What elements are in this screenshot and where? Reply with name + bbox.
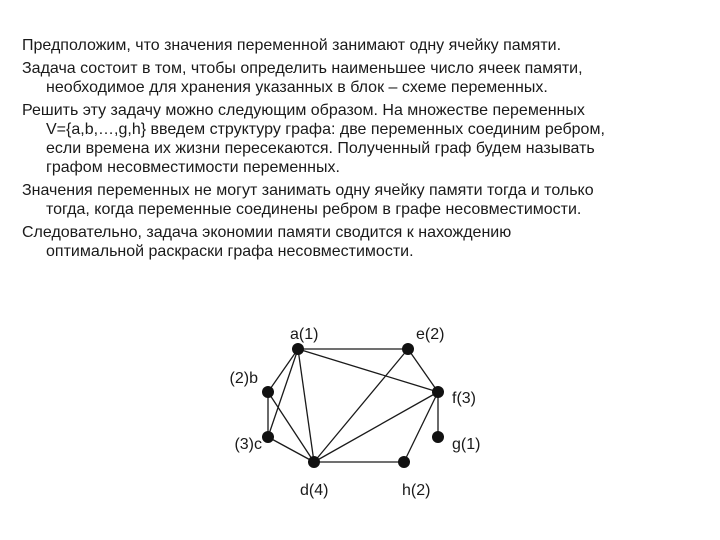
text-line: графом несовместимости переменных.: [46, 159, 340, 176]
text-line: тогда, когда переменные соединены ребром в графе несовместимости.: [46, 201, 582, 218]
graph-edge-a-d: [298, 349, 314, 462]
text-line: оптимальной раскраски графа несовместимости.: [46, 243, 414, 260]
graph-vertex-e: [402, 343, 414, 355]
text-line: Задача состоит в том, чтобы определить наименьшее число ячеек памяти,: [22, 60, 583, 77]
graph-vertex-h: [398, 456, 410, 468]
text-line: Значения переменных не могут занимать одну ячейку памяти тогда и только: [22, 182, 594, 199]
graph-vertex-label-d: d(4): [300, 482, 329, 499]
graph-edge-a-b: [268, 349, 298, 392]
text-line: если времена их жизни пересекаются. Полученный граф будем называть: [46, 140, 595, 157]
text-line: Предположим, что значения переменной занимают одну ячейку памяти.: [22, 37, 562, 54]
graph-vertex-label-h: h(2): [402, 482, 431, 499]
graph-vertex-g: [432, 431, 444, 443]
graph-vertex-c: [262, 431, 274, 443]
text-line: Решить эту задачу можно следующим образом. На множестве переменных: [22, 102, 585, 119]
text-line: V={a,b,…,g,h} введем структуру графа: две переменных соединим ребром,: [46, 121, 605, 138]
graph-vertex-label-a: a(1): [290, 326, 319, 343]
graph-vertex-label-c: (3)c: [234, 436, 262, 453]
text-line: Следовательно, задача экономии памяти сводится к нахождению: [22, 224, 512, 241]
graph-edge-a-f: [298, 349, 438, 392]
text-line: необходимое для хранения указанных в блок – схеме переменных.: [46, 79, 548, 96]
graph-vertex-a: [292, 343, 304, 355]
graph-edge-c-d: [268, 437, 314, 462]
graph-edge-f-d: [314, 392, 438, 462]
graph-vertex-d: [308, 456, 320, 468]
graph-vertex-label-e: e(2): [416, 326, 445, 343]
graph-edge-f-h: [404, 392, 438, 462]
graph-vertex-label-g: g(1): [452, 436, 481, 453]
graph-edge-b-d: [268, 392, 314, 462]
graph-vertex-b: [262, 386, 274, 398]
graph-vertex-label-b: (2)b: [229, 370, 258, 387]
graph-vertex-f: [432, 386, 444, 398]
graph-vertex-label-f: f(3): [452, 390, 476, 407]
graph-edge-e-f: [408, 349, 438, 392]
graph-edge-e-d: [314, 349, 408, 462]
